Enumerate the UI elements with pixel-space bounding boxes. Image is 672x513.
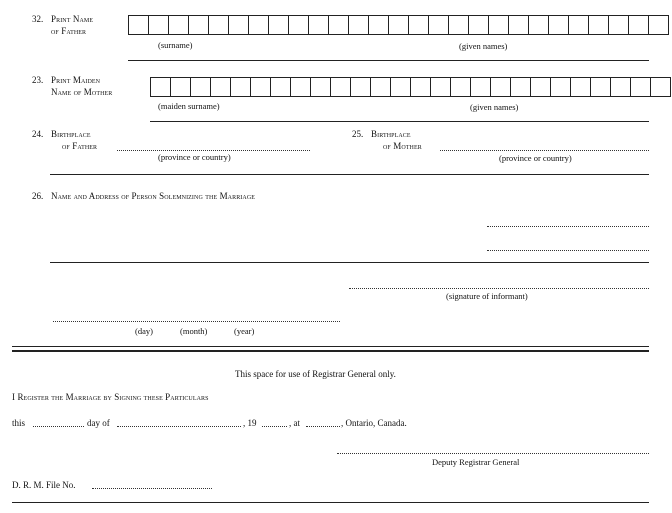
father-name-boxes[interactable] (128, 15, 669, 35)
father-name-char-box[interactable] (329, 15, 349, 35)
q24-label-line2: of Father (62, 141, 98, 151)
q24-25-bottom-rule (50, 174, 649, 175)
q24-label-line1: Birthplace (51, 129, 91, 139)
mother-name-boxes[interactable] (150, 77, 671, 97)
bottom-rule (12, 502, 649, 503)
q32-label-line2: of Father (51, 26, 87, 36)
file-number-label: D. R. M. File No. (12, 480, 76, 490)
mother-name-char-box[interactable] (391, 77, 411, 97)
father-name-char-box[interactable] (509, 15, 529, 35)
q25-caption: (province or country) (499, 153, 572, 163)
q23-given-names-caption: (given names) (470, 102, 519, 112)
registration-year-field[interactable] (262, 426, 287, 427)
at-label: , at (289, 418, 300, 428)
father-birthplace-field[interactable] (117, 150, 310, 151)
father-name-char-box[interactable] (549, 15, 569, 35)
registrar-notice: This space for use of Registrar General only. (235, 369, 396, 379)
father-name-char-box[interactable] (249, 15, 269, 35)
day-caption: (day) (135, 326, 153, 336)
year-prefix-label: , 19 (243, 418, 257, 428)
mother-name-char-box[interactable] (531, 77, 551, 97)
mother-name-char-box[interactable] (311, 77, 331, 97)
father-name-char-box[interactable] (389, 15, 409, 35)
q32-number: 32. (32, 14, 44, 24)
q23-surname-caption: (maiden surname) (158, 101, 220, 111)
mother-name-char-box[interactable] (471, 77, 491, 97)
date-field[interactable] (53, 321, 340, 322)
file-number-field[interactable] (92, 488, 212, 489)
mother-name-char-box[interactable] (611, 77, 631, 97)
q32-surname-caption: (surname) (158, 40, 193, 50)
section-divider-top (12, 346, 649, 347)
father-name-char-box[interactable] (469, 15, 489, 35)
father-name-char-box[interactable] (349, 15, 369, 35)
mother-name-char-box[interactable] (411, 77, 431, 97)
q25-number: 25. (352, 129, 364, 139)
father-name-char-box[interactable] (229, 15, 249, 35)
informant-signature-field[interactable] (349, 288, 649, 289)
mother-name-char-box[interactable] (191, 77, 211, 97)
father-name-char-box[interactable] (189, 15, 209, 35)
mother-name-char-box[interactable] (651, 77, 671, 97)
mother-name-char-box[interactable] (551, 77, 571, 97)
q24-number: 24. (32, 129, 44, 139)
mother-name-char-box[interactable] (211, 77, 231, 97)
this-label: this (12, 418, 26, 428)
mother-name-char-box[interactable] (491, 77, 511, 97)
q26-title: Name and Address of Person Solemnizing the Marriage (51, 191, 256, 201)
q32-bottom-rule (128, 60, 649, 61)
father-name-char-box[interactable] (129, 15, 149, 35)
father-name-char-box[interactable] (269, 15, 289, 35)
q23-bottom-rule (150, 121, 649, 122)
q23-label-line1: Print Maiden (51, 75, 101, 85)
mother-name-char-box[interactable] (251, 77, 271, 97)
mother-name-char-box[interactable] (291, 77, 311, 97)
informant-signature-caption: (signature of informant) (446, 291, 528, 301)
month-caption: (month) (180, 326, 208, 336)
day-of-label: day of (87, 418, 110, 428)
q32-label-line1: Print Name (51, 14, 94, 24)
mother-name-char-box[interactable] (511, 77, 531, 97)
mother-name-char-box[interactable] (591, 77, 611, 97)
father-name-char-box[interactable] (589, 15, 609, 35)
father-name-char-box[interactable] (169, 15, 189, 35)
mother-name-char-box[interactable] (171, 77, 191, 97)
father-name-char-box[interactable] (609, 15, 629, 35)
mother-name-char-box[interactable] (231, 77, 251, 97)
solemnizer-address-line-1[interactable] (487, 226, 649, 227)
father-name-char-box[interactable] (489, 15, 509, 35)
mother-name-char-box[interactable] (571, 77, 591, 97)
registration-place-field[interactable] (306, 426, 340, 427)
father-name-char-box[interactable] (569, 15, 589, 35)
q23-number: 23. (32, 75, 44, 85)
registration-day-field[interactable] (33, 426, 84, 427)
solemnizer-address-line-2[interactable] (487, 250, 649, 251)
father-name-char-box[interactable] (409, 15, 429, 35)
q23-label-line2: Name of Mother (51, 87, 113, 97)
q25-label-line1: Birthplace (371, 129, 411, 139)
q24-caption: (province or country) (158, 152, 231, 162)
father-name-char-box[interactable] (309, 15, 329, 35)
father-name-char-box[interactable] (529, 15, 549, 35)
q25-label-line2: of Mother (383, 141, 422, 151)
mother-name-char-box[interactable] (351, 77, 371, 97)
deputy-registrar-signature-field[interactable] (337, 453, 649, 454)
mother-name-char-box[interactable] (151, 77, 171, 97)
register-statement: I Register the Marriage by Signing these Particulars (12, 392, 209, 402)
father-name-char-box[interactable] (289, 15, 309, 35)
father-name-char-box[interactable] (449, 15, 469, 35)
mother-name-char-box[interactable] (271, 77, 291, 97)
mother-name-char-box[interactable] (331, 77, 351, 97)
registration-month-field[interactable] (117, 426, 241, 427)
location-label: , Ontario, Canada. (341, 418, 407, 428)
father-name-char-box[interactable] (209, 15, 229, 35)
mother-birthplace-field[interactable] (440, 150, 649, 151)
mother-name-char-box[interactable] (631, 77, 651, 97)
q32-given-names-caption: (given names) (459, 41, 508, 51)
mother-name-char-box[interactable] (371, 77, 391, 97)
father-name-char-box[interactable] (649, 15, 669, 35)
deputy-registrar-caption: Deputy Registrar General (432, 457, 520, 467)
father-name-char-box[interactable] (429, 15, 449, 35)
father-name-char-box[interactable] (629, 15, 649, 35)
section-divider-bottom (12, 350, 649, 352)
mother-name-char-box[interactable] (431, 77, 451, 97)
father-name-char-box[interactable] (369, 15, 389, 35)
q26-number: 26. (32, 191, 44, 201)
father-name-char-box[interactable] (149, 15, 169, 35)
year-caption: (year) (234, 326, 255, 336)
q26-bottom-rule (50, 262, 649, 263)
mother-name-char-box[interactable] (451, 77, 471, 97)
